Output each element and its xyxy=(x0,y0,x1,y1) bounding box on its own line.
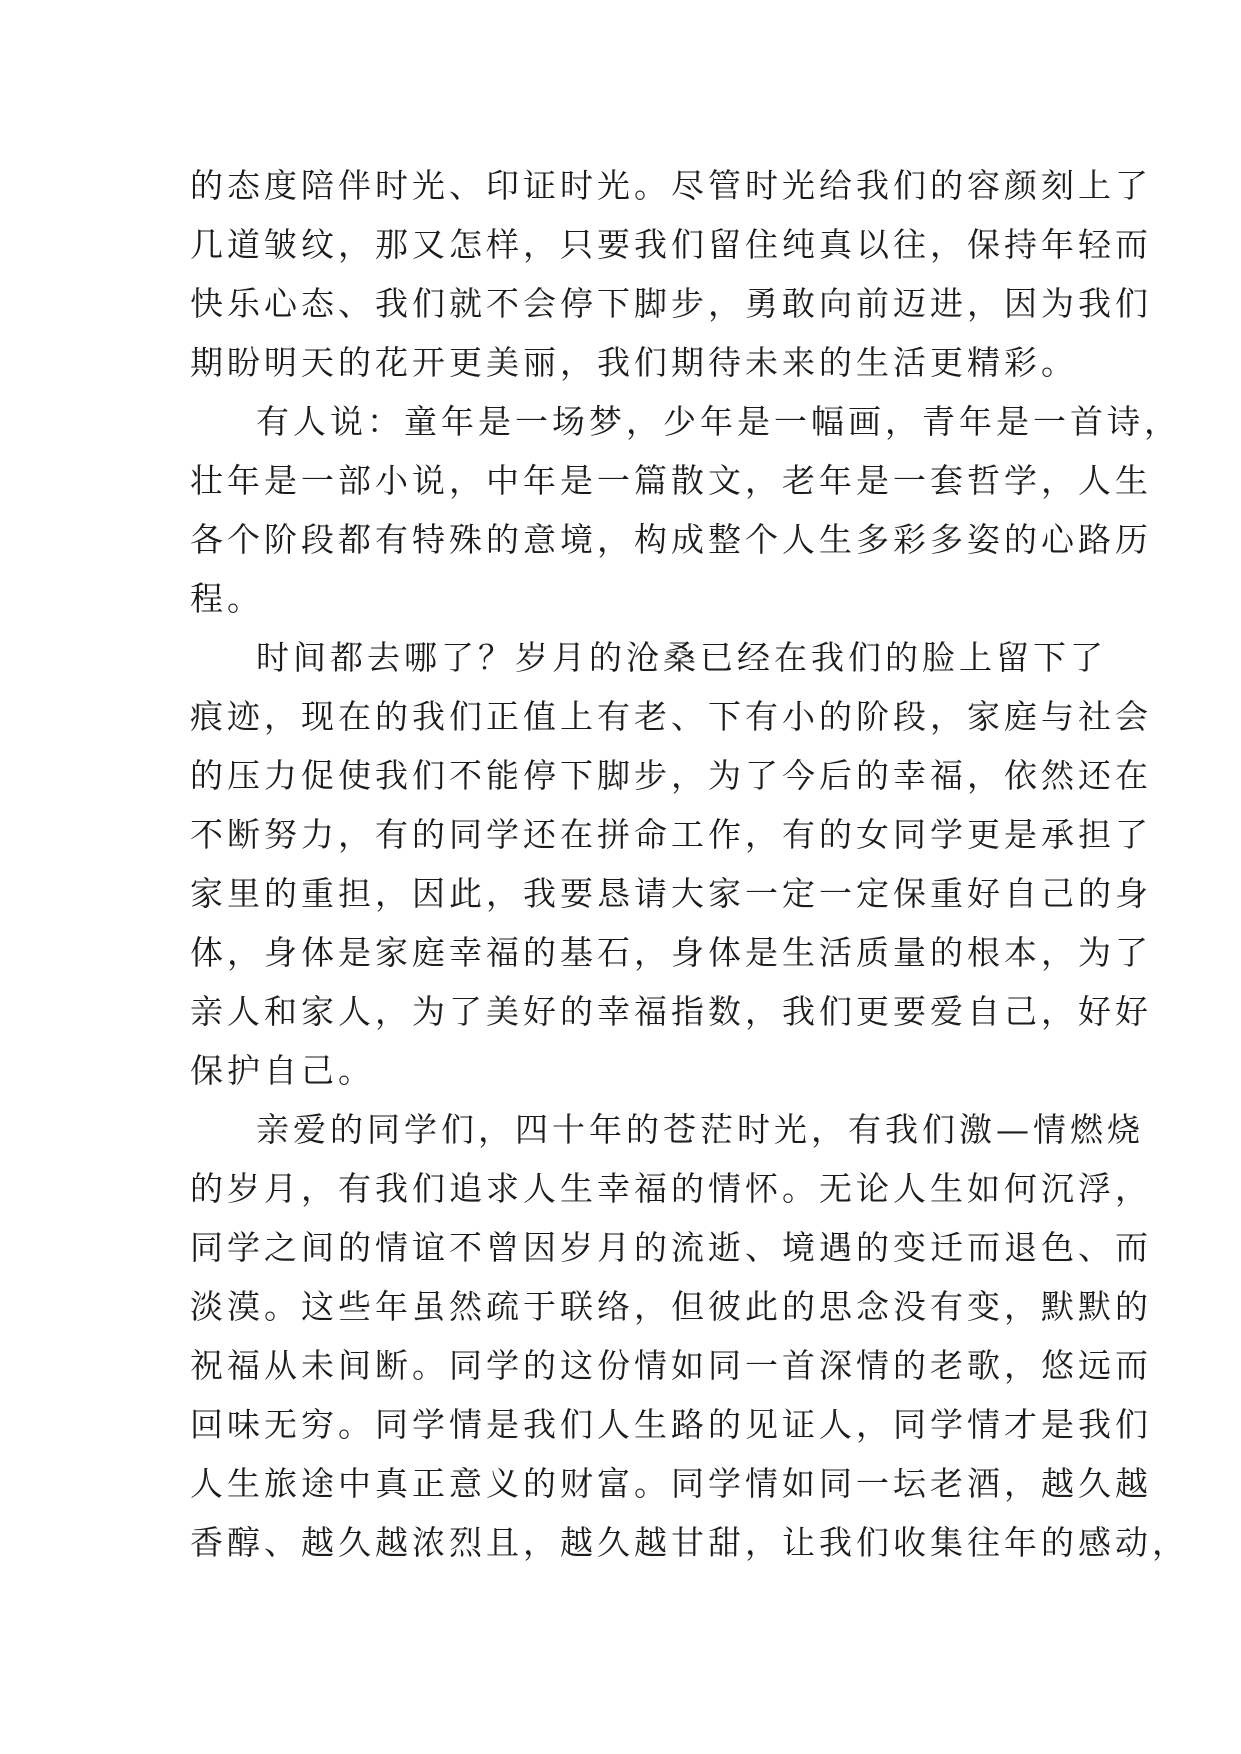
text-line: 体，身体是家庭幸福的基石，身体是生活质量的根本，为了 xyxy=(190,933,1152,972)
text-line: 香醇、越久越浓烈且，越久越甘甜，让我们收集往年的感动， xyxy=(190,1523,1189,1562)
text-line: 人生旅途中真正意义的财富。同学情如同一坛老酒，越久越 xyxy=(190,1464,1152,1503)
text-line: 的压力促使我们不能停下脚步，为了今后的幸福，依然还在 xyxy=(190,756,1152,795)
paragraph xyxy=(190,1100,1189,1572)
text-line: 的岁月，有我们追求人生幸福的情怀。无论人生如何沉浮， xyxy=(190,1169,1152,1208)
text-line: 有人说：童年是一场梦，少年是一幅画，青年是一首诗， xyxy=(256,402,1181,441)
text-line: 期盼明天的花开更美丽，我们期待未来的生活更精彩。 xyxy=(190,343,1078,382)
text-line: 时间都去哪了？岁月的沧桑已经在我们的脸上留下了 xyxy=(256,638,1107,677)
text-line: 痕迹，现在的我们正值上有老、下有小的阶段，家庭与社会 xyxy=(190,697,1152,736)
document-body xyxy=(190,156,1189,1572)
text-line: 快乐心态、我们就不会停下脚步，勇敢向前迈进，因为我们 xyxy=(190,284,1152,323)
text-line: 程。 xyxy=(190,579,264,618)
text-line: 亲人和家人，为了美好的幸福指数，我们更要爱自己，好好 xyxy=(190,992,1152,1031)
text-line: 家里的重担，因此，我要恳请大家一定一定保重好自己的身 xyxy=(190,874,1152,913)
paragraph xyxy=(190,156,1152,392)
paragraph xyxy=(190,392,1181,628)
text-line: 保护自己。 xyxy=(190,1051,375,1090)
text-line: 的态度陪伴时光、印证时光。尽管时光给我们的容颜刻上了 xyxy=(190,166,1152,205)
text-line: 祝福从未间断。同学的这份情如同一首深情的老歌，悠远而 xyxy=(190,1346,1152,1385)
text-line: 淡漠。这些年虽然疏于联络，但彼此的思念没有变，默默的 xyxy=(190,1287,1152,1326)
text-line: 不断努力，有的同学还在拼命工作，有的女同学更是承担了 xyxy=(190,815,1152,854)
paragraph xyxy=(190,628,1152,1100)
text-line: 壮年是一部小说，中年是一篇散文，老年是一套哲学，人生 xyxy=(190,461,1152,500)
text-line: 几道皱纹，那又怎样，只要我们留住纯真以往，保持年轻而 xyxy=(190,225,1152,264)
text-line: 同学之间的情谊不曾因岁月的流逝、境遇的变迁而退色、而 xyxy=(190,1228,1152,1267)
text-line: 各个阶段都有特殊的意境，构成整个人生多彩多姿的心路历 xyxy=(190,520,1152,559)
text-line: 回味无穷。同学情是我们人生路的见证人，同学情才是我们 xyxy=(190,1405,1152,1444)
text-line: 亲爱的同学们，四十年的苍茫时光，有我们激—情燃烧 xyxy=(256,1110,1144,1149)
